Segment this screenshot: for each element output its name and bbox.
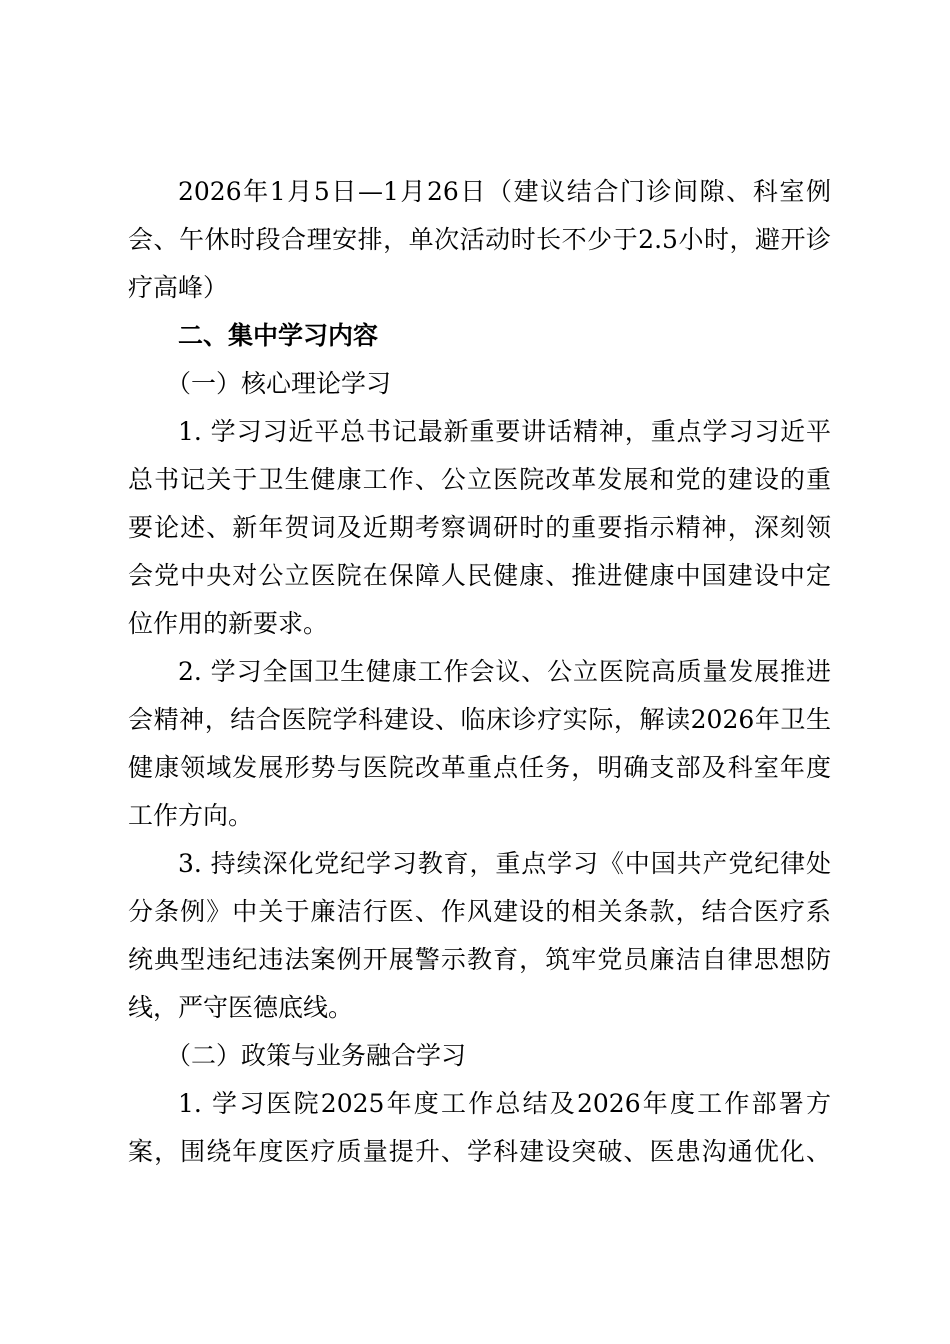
paragraph	[128, 648, 831, 840]
text-line: 总书记关于卫生健康工作、公立医院改革发展和党的建设的重	[128, 465, 831, 494]
text-line: 案，围绕年度医疗质量提升、学科建设突破、医患沟通优化、	[128, 1137, 831, 1166]
text-line: 要论述、新年贺词及近期考察调研时的重要指示精神，深刻领	[128, 513, 831, 542]
text-line: 1. 学习医院2025年度工作总结及2026年度工作部署方	[178, 1089, 831, 1118]
text-line: 疗高峰）	[128, 273, 229, 302]
text-line: 工作方向。	[128, 801, 254, 830]
text-line: 会、午休时段合理安排，单次活动时长不少于2.5小时，避开诊	[128, 225, 831, 254]
document-body	[128, 168, 831, 1176]
paragraph	[128, 168, 831, 312]
text-line: 2. 学习全国卫生健康工作会议、公立医院高质量发展推进	[178, 657, 831, 686]
text-line: 二、集中学习内容	[178, 321, 379, 350]
paragraph	[128, 408, 831, 648]
text-line: （一）核心理论学习	[166, 369, 392, 398]
text-line: 会精神，结合医院学科建设、临床诊疗实际，解读2026年卫生	[128, 705, 831, 734]
section-heading	[128, 312, 831, 360]
paragraph	[128, 1080, 831, 1176]
subsection-heading	[128, 1032, 831, 1080]
text-line: 统典型违纪违法案例开展警示教育，筑牢党员廉洁自律思想防	[128, 945, 831, 974]
text-line: 会党中央对公立医院在保障人民健康、推进健康中国建设中定	[128, 561, 831, 590]
text-line: 位作用的新要求。	[128, 609, 329, 638]
text-line: 1. 学习习近平总书记最新重要讲话精神，重点学习习近平	[178, 417, 831, 446]
text-line: 线，严守医德底线。	[128, 993, 354, 1022]
text-line: 3. 持续深化党纪学习教育，重点学习《中国共产党纪律处	[178, 849, 831, 878]
text-line: （二）政策与业务融合学习	[166, 1041, 467, 1070]
paragraph	[128, 840, 831, 1032]
text-line: 健康领域发展形势与医院改革重点任务，明确支部及科室年度	[128, 753, 831, 782]
text-line: 分条例》中关于廉洁行医、作风建设的相关条款，结合医疗系	[128, 897, 831, 926]
text-line: 2026年1月5日—1月26日（建议结合门诊间隙、科室例	[178, 177, 831, 206]
subsection-heading	[128, 360, 831, 408]
